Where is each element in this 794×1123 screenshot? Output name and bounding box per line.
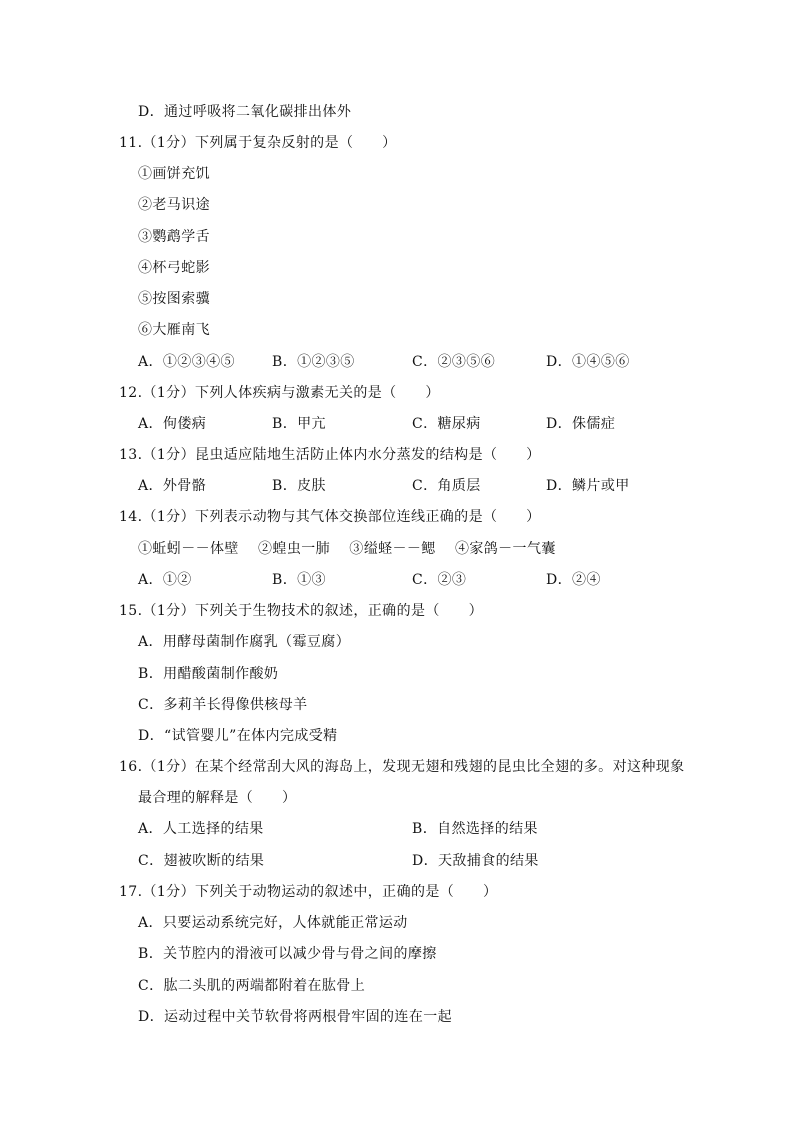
q11-option-d: D．①④⑤⑥ — [546, 354, 630, 370]
q11-option-a: A．①②③④⑤ — [138, 354, 235, 370]
q15-option-b: B．用醋酸菌制作酸奶 — [138, 666, 279, 682]
q15-option-d: D．“试管婴儿”在体内完成受精 — [138, 728, 338, 744]
q12-option-b: B．甲亢 — [272, 416, 326, 432]
q15-option-a: A．用酵母菌制作腐乳（霉豆腐） — [138, 634, 351, 650]
q16-stem: 16.（1分）在某个经常刮大风的海岛上，发现无翅和残翅的昆虫比全翅的多。对这种现象 — [119, 759, 685, 775]
q14-option-b: B．①③ — [272, 572, 326, 588]
q11-item-3: ③鹦鹉学舌 — [138, 229, 210, 245]
q14-stem: 14.（1分）下列表示动物与其气体交换部位连线正确的是（ ） — [119, 509, 541, 525]
q17-option-b: B．关节腔内的滑液可以减少骨与骨之间的摩擦 — [138, 946, 437, 962]
q14-option-d: D．②④ — [546, 572, 601, 588]
q13-stem: 13.（1分）昆虫适应陆地生活防止体内水分蒸发的结构是（ ） — [119, 447, 541, 463]
q16-option-d: D．天敌捕食的结果 — [412, 853, 539, 869]
q12-option-a: A．佝偻病 — [138, 416, 207, 432]
q17-option-d: D．运动过程中关节软骨将两根骨牢固的连在一起 — [138, 1009, 453, 1025]
q13-option-d: D．鳞片或甲 — [546, 478, 630, 494]
q17-option-c: C．肱二头肌的两端都附着在肱骨上 — [138, 978, 366, 994]
q11-item-4: ④杯弓蛇影 — [138, 260, 210, 276]
q14-items: ①蚯蚓－－体壁 ②蝗虫一肺 ③缢蛏－－鳃 ④家鸽－一气囊 — [138, 541, 556, 557]
q16-option-a: A．人工选择的结果 — [138, 821, 264, 837]
q11-item-1: ①画饼充饥 — [138, 166, 210, 182]
q17-option-a: A．只要运动系统完好，人体就能正常运动 — [138, 915, 408, 931]
q13-option-c: C．角质层 — [412, 478, 481, 494]
q17-stem: 17.（1分）下列关于动物运动的叙述中，正确的是（ ） — [119, 884, 498, 900]
q12-option-c: C．糖尿病 — [412, 416, 481, 432]
q11-item-6: ⑥大雁南飞 — [138, 322, 210, 338]
q11-option-c: C．②③⑤⑥ — [412, 354, 496, 370]
q15-stem: 15.（1分）下列关于生物技术的叙述，正确的是（ ） — [119, 603, 483, 619]
q13-option-a: A．外骨骼 — [138, 478, 207, 494]
q11-item-5: ⑤按图索骥 — [138, 291, 210, 307]
q11-item-2: ②老马识途 — [138, 197, 210, 213]
q15-option-c: C．多莉羊长得像供核母羊 — [138, 697, 308, 713]
q11-stem: 11.（1分）下列属于复杂反射的是（ ） — [119, 135, 397, 151]
q13-option-b: B．皮肤 — [272, 478, 326, 494]
q16-stem-continued: 最合理的解释是（ ） — [138, 790, 297, 806]
q12-stem: 12.（1分）下列人体疾病与激素无关的是（ ） — [119, 385, 440, 401]
q11-option-b: B．①②③⑤ — [272, 354, 355, 370]
q16-option-c: C．翅被吹断的结果 — [138, 853, 265, 869]
q14-option-a: A．①② — [138, 572, 192, 588]
q12-option-d: D．侏儒症 — [546, 416, 616, 432]
q10-option-d: D．通过呼吸将二氧化碳排出体外 — [138, 104, 352, 120]
q16-option-b: B．自然选择的结果 — [412, 821, 538, 837]
q14-option-c: C．②③ — [412, 572, 467, 588]
